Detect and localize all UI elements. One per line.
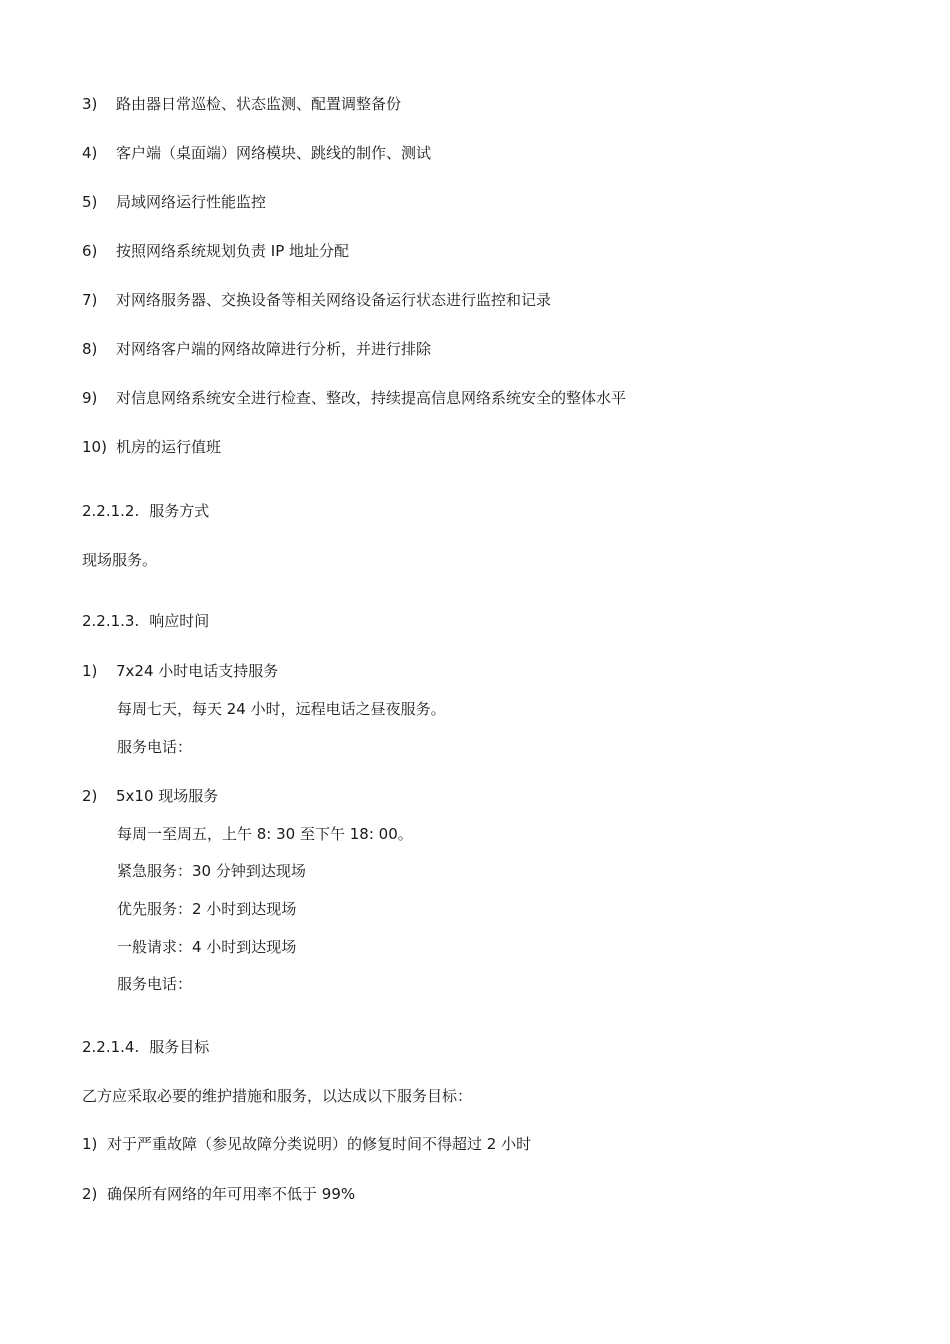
response-item-title [82, 786, 218, 806]
list-item-number: 2) [82, 1185, 98, 1203]
list-item [82, 388, 626, 408]
section-body: 现场服务。 [82, 551, 158, 569]
list-item-number: 10) [82, 438, 107, 456]
response-item-detail: 一般请求：4 小时到达现场 [117, 938, 297, 956]
goal-item [82, 1134, 531, 1154]
list-item [82, 192, 266, 212]
section-number: 2.2.1.4. [82, 1038, 140, 1056]
section-title: 服务方式 [149, 502, 210, 520]
list-item-text: 确保所有网络的年可用率不低于 99% [107, 1185, 356, 1203]
list-item-text: 对网络客户端的网络故障进行分析，并进行排除 [116, 340, 432, 358]
service-phone-label: 服务电话： [117, 975, 193, 993]
list-item-number: 8) [82, 340, 98, 358]
section-heading-service-mode [82, 501, 209, 521]
list-item-number: 2) [82, 787, 98, 805]
list-item-number: 6) [82, 242, 98, 260]
list-item-text: 按照网络系统规划负责 IP 地址分配 [116, 242, 350, 260]
response-item-title [82, 661, 278, 681]
list-item-text: 机房的运行值班 [116, 438, 222, 456]
section-number: 2.2.1.2. [82, 502, 140, 520]
list-item-text: 客户端（桌面端）网络模块、跳线的制作、测试 [116, 144, 432, 162]
list-item [82, 143, 431, 163]
section-title: 响应时间 [149, 612, 210, 630]
response-item-detail: 紧急服务：30 分钟到达现场 [117, 862, 306, 880]
list-item-number: 9) [82, 389, 98, 407]
section-heading-service-goals [82, 1037, 209, 1057]
list-item-number: 7) [82, 291, 98, 309]
response-item-detail: 每周一至周五，上午 8: 30 至下午 18: 00。 [117, 825, 413, 843]
service-phone-label: 服务电话： [117, 738, 193, 756]
list-item [82, 241, 349, 261]
section-number: 2.2.1.3. [82, 612, 140, 630]
list-item-text: 对于严重故障（参见故障分类说明）的修复时间不得超过 2 小时 [107, 1135, 532, 1153]
response-item-detail: 每周七天，每天 24 小时，远程电话之昼夜服务。 [117, 700, 446, 718]
list-item [82, 290, 551, 310]
list-item [82, 94, 401, 114]
list-item-number: 1) [82, 1135, 98, 1153]
list-item-number: 1) [82, 662, 98, 680]
goal-item [82, 1184, 355, 1204]
list-item-number: 4) [82, 144, 98, 162]
list-item-text: 对信息网络系统安全进行检查、整改，持续提高信息网络系统安全的整体水平 [116, 389, 627, 407]
list-item [82, 437, 221, 457]
section-intro: 乙方应采取必要的维护措施和服务，以达成以下服务目标： [82, 1087, 473, 1105]
section-heading-response-time [82, 611, 209, 631]
response-item-detail: 优先服务：2 小时到达现场 [117, 900, 297, 918]
list-item-text: 对网络服务器、交换设备等相关网络设备运行状态进行监控和记录 [116, 291, 552, 309]
list-item-text: 7x24 小时电话支持服务 [116, 662, 279, 680]
list-item-number: 5) [82, 193, 98, 211]
list-item-number: 3) [82, 95, 98, 113]
list-item-text: 局域网络运行性能监控 [116, 193, 267, 211]
list-item [82, 339, 431, 359]
section-title: 服务目标 [149, 1038, 210, 1056]
list-item-text: 5x10 现场服务 [116, 787, 219, 805]
list-item-text: 路由器日常巡检、状态监测、配置调整备份 [116, 95, 402, 113]
